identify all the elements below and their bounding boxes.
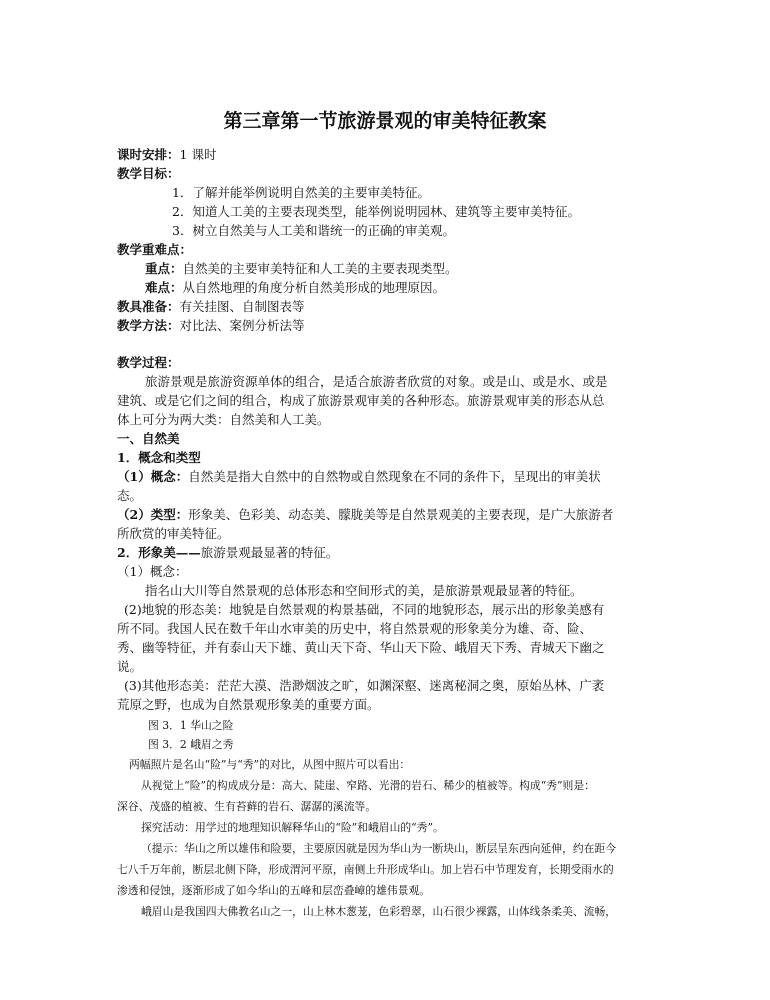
objective-item: 2．知道人工美的主要表现类型，能举例说明园林、建筑等主要审美特征。 — [172, 204, 580, 219]
small-text-line: 渗透和侵蚀，逐渐形成了如今华山的五峰和层峦叠嶂的雄伟景观。 — [117, 884, 431, 897]
process-label: 教学过程： — [117, 355, 180, 370]
small-text-line: （提示：华山之所以雄伟和险要，主要原因就是因为华山为一断块山，断层呈东西向延伸，约在距今 — [141, 842, 617, 855]
intro-line: 旅游景观是旅游资源单体的组合，是适合旅游者欣赏的对象。或是山、或是水、或是 — [145, 374, 608, 389]
key-points-label: 教学重难点： — [117, 242, 193, 257]
methods-line — [117, 318, 305, 334]
schedule-value: 1 课时 — [179, 147, 217, 162]
small-text-line: 七八千万年前，断层北侧下降，形成渭河平原，南侧上升形成华山。加上岩石中节理发育，长期受雨水的 — [117, 863, 614, 876]
prep-value: 有关挂图、自制图表等 — [179, 299, 305, 314]
difficulty-label: 难点： — [145, 280, 183, 295]
key-label: 重点： — [145, 261, 183, 276]
objectives-label: 教学目标： — [117, 166, 180, 181]
landform-line: 秀、幽等特征，并有泰山天下雄、黄山天下奇、华山天下险、峨眉天下秀、青城天下幽之 — [117, 640, 605, 655]
difficulty-line — [145, 280, 445, 296]
objective-item: 3．树立自然美与人工美和谐统一的正确的审美观。 — [172, 223, 455, 238]
methods-label: 教学方法： — [117, 318, 180, 333]
concept-line: 态。 — [117, 488, 143, 503]
subsection-label: 2．形象美—— — [117, 545, 201, 560]
schedule-label: 课时安排： — [117, 147, 180, 162]
subsection-heading — [117, 545, 338, 561]
landform-line: 说。 — [117, 659, 143, 674]
objective-item: 1．了解并能举例说明自然美的主要审美特征。 — [172, 185, 430, 200]
page-title: 第三章第一节旅游景观的审美特征教案 — [223, 110, 547, 132]
section-heading: 一、自然美 — [117, 431, 180, 446]
key-text: 自然美的主要审美特征和人工美的主要表现类型。 — [182, 261, 458, 276]
methods-value: 对比法、案例分析法等 — [179, 318, 305, 333]
concept-text: 自然美是指大自然中的自然物或自然现象在不同的条件下，呈现出的审美状 — [188, 469, 601, 484]
figure-caption: 图 3．2 峨眉之秀 — [148, 738, 234, 751]
schedule-line — [117, 147, 216, 163]
small-text-line: 从视觉上“险”的构成成分是：高大、陡崖、窄路、光滑的岩石、稀少的植被等。构成“秀”则是： — [141, 779, 595, 792]
prep-line — [117, 299, 305, 315]
other-form-line: 荒原之野，也成为自然景观形象美的重要方面。 — [117, 697, 380, 712]
intro-line: 体上可分为两大类：自然美和人工美。 — [117, 412, 330, 427]
type-text: 形象美、色彩美、动态美、朦胧美等是自然景观美的主要表现，是广大旅游者 — [188, 507, 614, 522]
concept2-label: （1）概念： — [117, 564, 188, 579]
subsection-text: 旅游景观最显著的特征。 — [200, 545, 339, 560]
landform-line: (2)地貌的形态美：地貌是自然景观的构景基础，不同的地貌形态，展示出的形象美感有 — [124, 602, 605, 617]
type-line: 所欣赏的审美特征。 — [117, 526, 230, 541]
concept2-text: 指名山大川等自然景观的总体形态和空间形式的美，是旅游景观最显著的特征。 — [145, 583, 583, 598]
intro-line: 建筑、或是它们之间的组合，构成了旅游景观审美的各种形态。旅游景观审美的形态从总 — [117, 393, 605, 408]
type-label: （2）类型： — [117, 507, 189, 522]
difficulty-text: 从自然地理的角度分析自然美形成的地理原因。 — [182, 280, 446, 295]
small-text-line: 两幅照片是名山“险”与“秀”的对比，从图中照片可以看出： — [129, 758, 411, 771]
subsection-heading: 1．概念和类型 — [117, 450, 201, 465]
other-form-line: (3)其他形态美：茫茫大漠、浩渺烟波之旷，如渊深壑、迷离秘洞之奥，原始丛林、广袤 — [124, 678, 605, 693]
prep-label: 教具准备： — [117, 299, 180, 314]
small-text-line: 深谷、茂盛的植被、生有苔藓的岩石、潺潺的溪流等。 — [117, 800, 377, 813]
small-text-line: 峨眉山是我国四大佛教名山之一，山上林木葱茏，色彩碧翠，山石很少裸露，山体线条柔美、流畅， — [141, 905, 617, 918]
figure-caption: 图 3．1 华山之险 — [148, 719, 234, 732]
type-line — [117, 507, 613, 523]
concept-line — [117, 469, 601, 485]
landform-line: 所不同。我国人民在数千年山水审美的历史中，将自然景观的形象美分为雄、奇、险、 — [117, 621, 593, 636]
concept-label: （1）概念： — [117, 469, 189, 484]
key-point-line — [145, 261, 458, 277]
small-text-line: 探究活动：用学过的地理知识解释华山的“险”和峨眉山的“秀”。 — [141, 821, 444, 834]
